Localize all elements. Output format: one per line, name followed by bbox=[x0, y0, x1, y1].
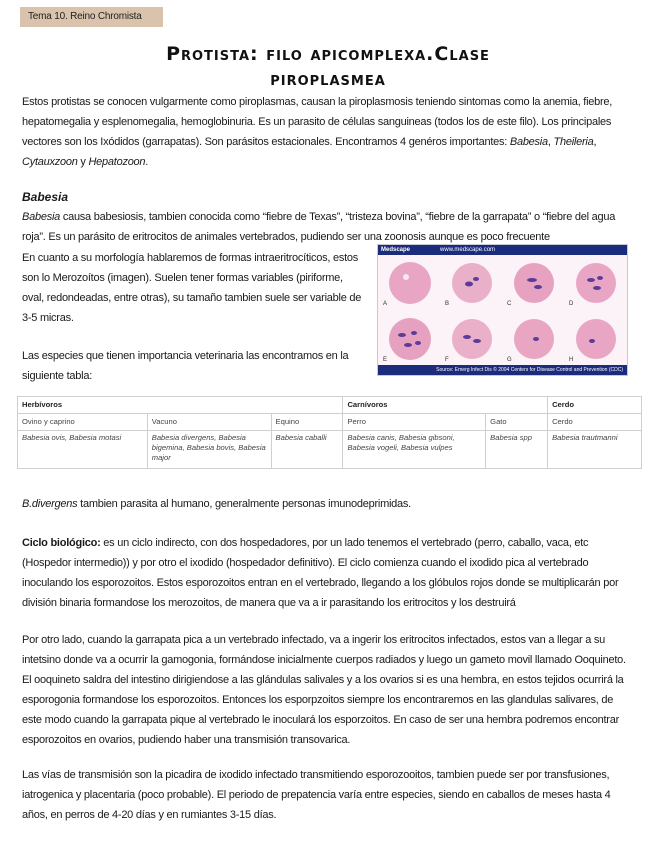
page-title bbox=[30, 42, 626, 92]
genus-babesia: Babesia bbox=[509, 136, 548, 148]
erythrocyte-panels bbox=[378, 255, 628, 367]
intro-end: . bbox=[145, 156, 149, 168]
panel-e bbox=[389, 318, 431, 360]
host-cell: Vacuno bbox=[147, 414, 271, 431]
intro-paragraph bbox=[22, 92, 634, 172]
species-cell: Babesia trautmanni bbox=[548, 431, 642, 469]
table-species-row bbox=[18, 431, 642, 469]
species-cell: Babesia divergens, Babesia bigemina, Babesia bovis, Babesia major bbox=[147, 431, 271, 469]
species-cell: Babesia canis, Babesia gibsoni, Babesia vogeli, Babesia vulpes bbox=[343, 431, 486, 469]
panel-c bbox=[514, 263, 554, 303]
babesia-paragraph bbox=[22, 207, 634, 247]
panel-label: G bbox=[507, 357, 512, 363]
divergens-name: B.divergens bbox=[22, 498, 78, 510]
panel-g bbox=[514, 319, 554, 359]
host-cell: Gato bbox=[486, 414, 548, 431]
cycle-paragraph-2: Por otro lado, cuando la garrapata pica a un vertebrado infectado, va a ingerir los eritrocitos infectados, estos van a llegar a su intetsino donde va a ocurrir la gamogonia, formándose inicialmente cuerpos radiados y luego un gameto movil llamado Ooquineto. El ooquineto saldra del intestino dirigiendose a las glándulas salivales y a los ovarios si es una hembra, en estos tejidos ocurrirá la esporogonia formandose los esporozoitos. Entonces los esporpzoitos siempre los encontraremos en las glandulas salivares, de este modo cuando la garrapata pique al vertebrado le inoculará los esporzoitos. En caso de ser una hembra podremos encontrar esporozoitos en ovarios, pudiendo haber una transmisión transovarica. bbox=[22, 634, 626, 746]
babesia-name: Babesia bbox=[22, 211, 61, 223]
micrograph-header bbox=[378, 245, 627, 255]
panel-label: F bbox=[445, 357, 449, 363]
panel-a bbox=[389, 262, 431, 304]
divergens-note bbox=[22, 494, 634, 514]
babesia-heading: Babesia bbox=[22, 190, 69, 204]
cycle-text: es un ciclo indirecto, con dos hospedadores, por un lado tenemos el vertebrado (perro, caballo, vaca, etc (Hospedor intermedio)) y por otro el ixodido (hospedador definitivo). El ciclo comienza cuando el ixodido pica al vertebrado inoculando los esporozoitos. Estos esporozoitos entran en el vertebrado, llegando a los glóbulos rojos donde se multiplicarán por división binaria formandose los merozoitos, de manera que va a ir parasitando los eritrocitos y los destruirá bbox=[22, 537, 619, 609]
micrograph-source: Source: Emerg Infect Dis © 2004 Centers for Disease Control and Prevention (CDC) bbox=[378, 365, 627, 375]
host-cell: Cerdo bbox=[548, 414, 642, 431]
species-table bbox=[17, 396, 642, 469]
group-carnivoros: Carnívoros bbox=[343, 397, 548, 414]
intro-sep: , bbox=[593, 136, 597, 148]
cycle-label: Ciclo biológico: bbox=[22, 537, 101, 549]
micrograph-url: www.medscape.com bbox=[440, 247, 496, 253]
panel-label: A bbox=[383, 301, 388, 307]
table-host-row bbox=[18, 414, 642, 431]
panel-label: D bbox=[569, 301, 574, 307]
morphology-paragraph: En cuanto a su morfología hablaremos de formas intraeritrocíticos, estos son lo Merozoítos (imagen). Suelen tener formas variables (piriforme, oval, redondeadas, entre otras), su tamaño tambien suele ser variable de 3-5 micras. bbox=[22, 252, 362, 324]
intro-sep: , bbox=[547, 136, 554, 148]
group-cerdo: Cerdo bbox=[548, 397, 642, 414]
title-line-2: piroplasmea bbox=[270, 68, 386, 90]
panel-b bbox=[452, 263, 492, 303]
species-cell: Babesia caballi bbox=[271, 431, 343, 469]
panel-label: H bbox=[569, 357, 574, 363]
group-herbivoros: Herbívoros bbox=[18, 397, 343, 414]
babesia-text: causa babesiosis, tambien conocida como “fiebre de Texas”, “tristeza bovina”, “fiebre de la garrapata” o “fiebre del agua roja”. Es un parásito de eritrocitos de animales vertebrados, pudiendo ser una zoonosis aunque es poco frecuente bbox=[22, 211, 616, 243]
intro-sep: y bbox=[77, 156, 89, 168]
species-cell: Babesia ovis, Babesia motasi bbox=[18, 431, 148, 469]
chapter-tag: Tema 10. Reino Chromista bbox=[20, 7, 163, 27]
genus-hepatozoon: Hepatozoon bbox=[88, 156, 146, 168]
genus-theileria: Theileria bbox=[553, 136, 594, 148]
host-cell: Ovino y caprino bbox=[18, 414, 148, 431]
panel-d bbox=[576, 263, 616, 303]
species-intro-paragraph: Las especies que tienen importancia veterinaria las encontramos en la siguiente tabla: bbox=[22, 350, 349, 382]
panel-label: C bbox=[507, 301, 512, 307]
cycle-paragraph bbox=[22, 533, 634, 613]
divergens-text: tambien parasita al humano, generalmente personas imunodeprimidas. bbox=[77, 498, 411, 510]
merozoite-micrograph bbox=[377, 244, 628, 376]
panel-label: E bbox=[383, 357, 388, 363]
host-cell: Perro bbox=[343, 414, 486, 431]
panel-f bbox=[452, 319, 492, 359]
host-cell: Equino bbox=[271, 414, 343, 431]
panel-label: B bbox=[445, 301, 450, 307]
title-line-1: Protista: filo apicomplexa.Clase bbox=[166, 43, 490, 65]
intro-text: Estos protistas se conocen vulgarmente como piroplasmas, causan la piroplasmosis teniendo sintomas como la anemia, fiebre, hepatomegalia y esplenomegalia, hemoglobinuria. Es un parasito de células sanguineas (todos los de este filo). Los principales vectores son los Ixódidos (garrapatas). Son parásitos estacionales. Encontramos 4 genéros importantes: bbox=[22, 96, 613, 148]
genus-cytauxzoon: Cytauxzoon bbox=[22, 156, 78, 168]
micrograph-brand: Medscape bbox=[381, 247, 411, 253]
species-cell: Babesia spp bbox=[486, 431, 548, 469]
panel-h bbox=[576, 319, 616, 359]
table-group-row bbox=[18, 397, 642, 414]
transmission-paragraph: Las vías de transmisión son la picadira de ixodido infectado transmitiendo esporozooitos, tambien puede ser por transfusiones, iatrogenica y placentaria (poco probable). El periodo de prepatencia varía entre especies, siendo en caballos de meses hasta 4 años, en perros de 4-20 días y en rumiantes 3-15 días. bbox=[22, 769, 611, 821]
